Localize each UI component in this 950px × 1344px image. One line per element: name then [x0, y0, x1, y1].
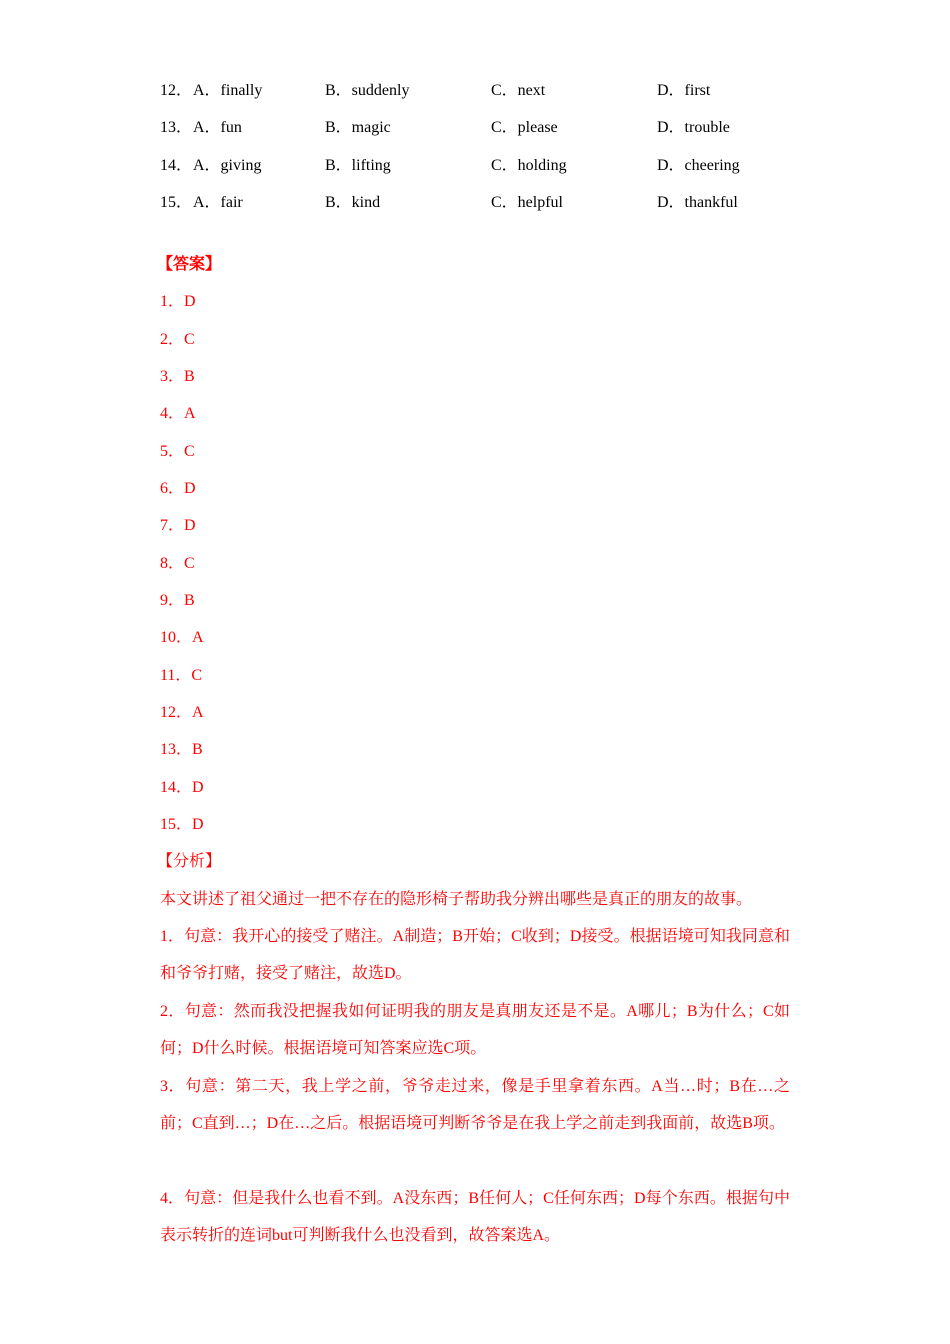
- option-a: A．fair: [193, 194, 243, 211]
- option-row-13: [160, 116, 800, 140]
- summary-paragraph: 本文讲述了祖父通过一把不存在的隐形椅子帮助我分辨出哪些是真正的朋友的故事。: [160, 891, 753, 908]
- option-d: D．first: [657, 82, 711, 99]
- option-c: C．holding: [491, 157, 567, 174]
- answer-item: 11．C: [160, 667, 203, 684]
- question-number: 15．: [160, 194, 193, 211]
- option-a: A．fun: [193, 119, 242, 136]
- answer-item: 13．B: [160, 741, 203, 758]
- answer-item: 5．C: [160, 443, 195, 460]
- answer-item: 1．D: [160, 293, 196, 310]
- question-number: 12．: [160, 82, 193, 99]
- answer-item: 4．A: [160, 405, 196, 422]
- answer-item: 6．D: [160, 480, 196, 497]
- answer-item: 12．A: [160, 704, 204, 721]
- question-number: 13．: [160, 119, 193, 136]
- explanation-3: 3．句意：第二天，我上学之前，爷爷走过来，像是手里拿着东西。A当…时；B在…之前；C直到…；D在…之后。根据语境可判断爷爷是在我上学之前走到我面前，故选B项。: [160, 1078, 790, 1133]
- question-number: 14．: [160, 157, 193, 174]
- option-c: C．helpful: [491, 194, 563, 211]
- option-b: B．suddenly: [325, 82, 410, 99]
- option-c: C．next: [491, 82, 546, 99]
- answer-item: 7．D: [160, 517, 196, 534]
- explanation-1: 1．句意：我开心的接受了赌注。A制造；B开始；C收到；D接受。根据语境可知我同意和和爷爷打赌，接受了赌注，故选D。: [160, 928, 790, 983]
- option-c: C．please: [491, 119, 558, 136]
- answer-item: 9．B: [160, 592, 195, 609]
- analysis-heading: 【分析】: [157, 853, 222, 870]
- option-row-14: [160, 154, 800, 178]
- answer-item: 2．C: [160, 331, 195, 348]
- answer-item: 3．B: [160, 368, 195, 385]
- option-a: A．finally: [193, 82, 263, 99]
- option-b: B．lifting: [325, 157, 391, 174]
- option-b: B．kind: [325, 194, 381, 211]
- explanation-2: 2．句意：然而我没把握我如何证明我的朋友是真朋友还是不是。A哪儿；B为什么；C如何；D什么时候。根据语境可知答案应选C项。: [160, 1003, 790, 1058]
- option-row-12: [160, 79, 800, 103]
- option-d: D．trouble: [657, 119, 730, 136]
- option-d: D．thankful: [657, 194, 738, 211]
- explanation-4: 4．句意：但是我什么也看不到。A没东西；B任何人；C任何东西；D每个东西。根据句中表示转折的连词but可判断我什么也没看到，故答案选A。: [160, 1190, 790, 1245]
- option-row-15: [160, 191, 800, 215]
- option-a: A．giving: [193, 157, 262, 174]
- option-d: D．cheering: [657, 157, 740, 174]
- answer-item: 15．D: [160, 816, 204, 833]
- answer-heading: 【答案】: [157, 256, 222, 273]
- answer-item: 10．A: [160, 629, 204, 646]
- answer-item: 14．D: [160, 779, 204, 796]
- option-b: B．magic: [325, 119, 391, 136]
- answer-item: 8．C: [160, 555, 195, 572]
